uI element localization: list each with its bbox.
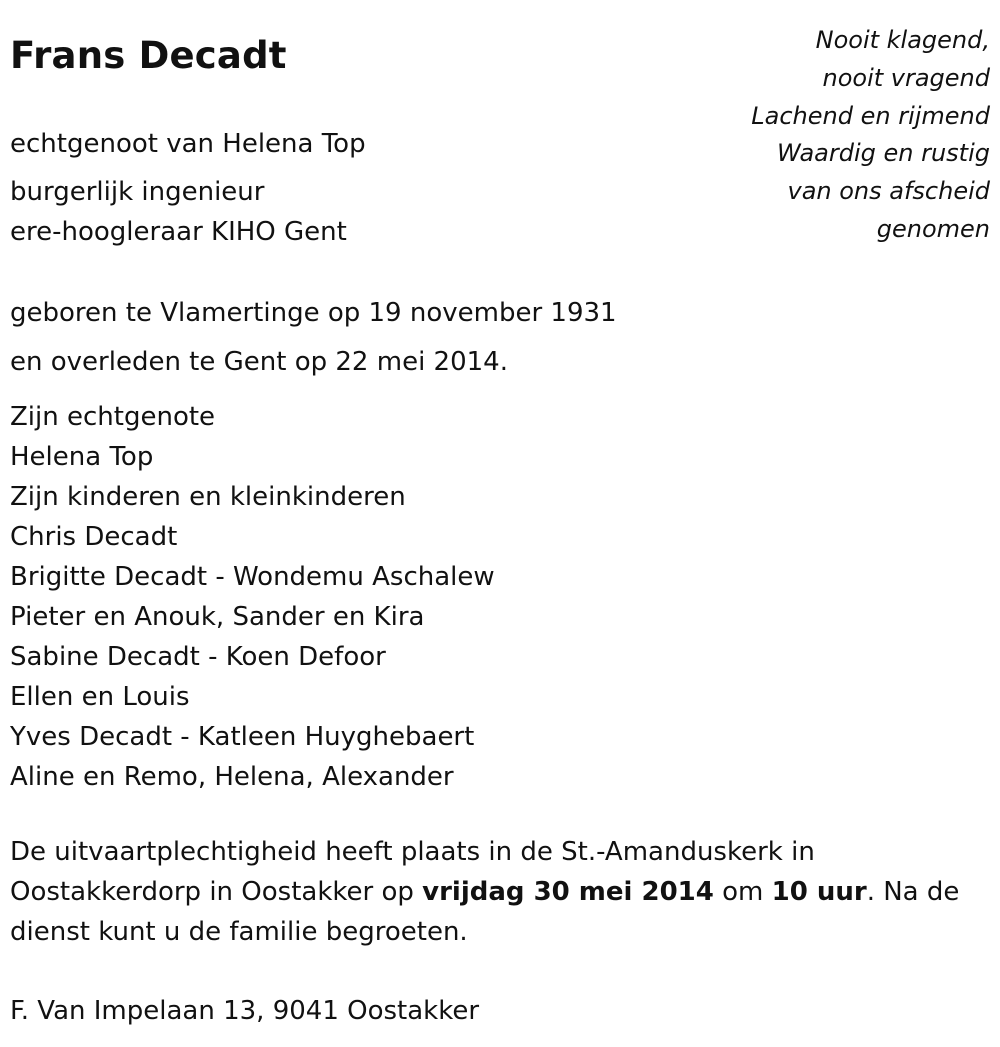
death-info: en overleden te Gent op 22 mei 2014. — [10, 347, 508, 377]
funeral-time: 10 uur — [771, 877, 867, 907]
poem-line: nooit vragend — [822, 63, 990, 92]
family-line: Helena Top — [10, 442, 154, 472]
family-line: Chris Decadt — [10, 522, 178, 552]
address: F. Van Impelaan 13, 9041 Oostakker — [10, 996, 480, 1026]
poem-line: Waardig en rustig — [777, 139, 990, 168]
poem-line: Nooit klagend, — [815, 26, 990, 54]
family-line: Sabine Decadt - Koen Defoor — [10, 642, 386, 672]
birth-info: geboren te Vlamertinge op 19 november 1931 — [10, 298, 617, 328]
funeral-date: vrijdag 30 mei 2014 — [422, 877, 714, 907]
family-line: Ellen en Louis — [10, 682, 190, 712]
family-line: Yves Decadt - Katleen Huyghebaert — [10, 722, 475, 752]
family-line: Zijn kinderen en kleinkinderen — [10, 482, 406, 512]
funeral-notice — [10, 832, 985, 952]
poem — [670, 22, 990, 249]
family-line: Brigitte Decadt - Wondemu Aschalew — [10, 562, 495, 592]
family-list — [10, 397, 495, 797]
profession: burgerlijk ingenieur — [10, 177, 265, 207]
funeral-text: om — [713, 877, 772, 907]
poem-line: Lachend en rijmend — [751, 101, 990, 130]
academic-title: ere-hoogleraar KIHO Gent — [10, 217, 347, 247]
spouse-line: echtgenoot van Helena Top — [10, 129, 366, 159]
poem-line: van ons afscheid — [787, 177, 990, 206]
family-line: Aline en Remo, Helena, Alexander — [10, 762, 454, 792]
deceased-name: Frans Decadt — [10, 34, 287, 77]
poem-line: genomen — [876, 214, 990, 243]
funeral-text: De uitvaartplechtigheid heeft plaats in de St.-Amanduskerk in Oostakkerdorp in Oostakker op — [10, 837, 815, 907]
funeral-text: . Na de dienst kunt u de familie begroeten. — [10, 877, 960, 947]
family-line: Zijn echtgenote — [10, 402, 216, 432]
family-line: Pieter en Anouk, Sander en Kira — [10, 602, 425, 632]
